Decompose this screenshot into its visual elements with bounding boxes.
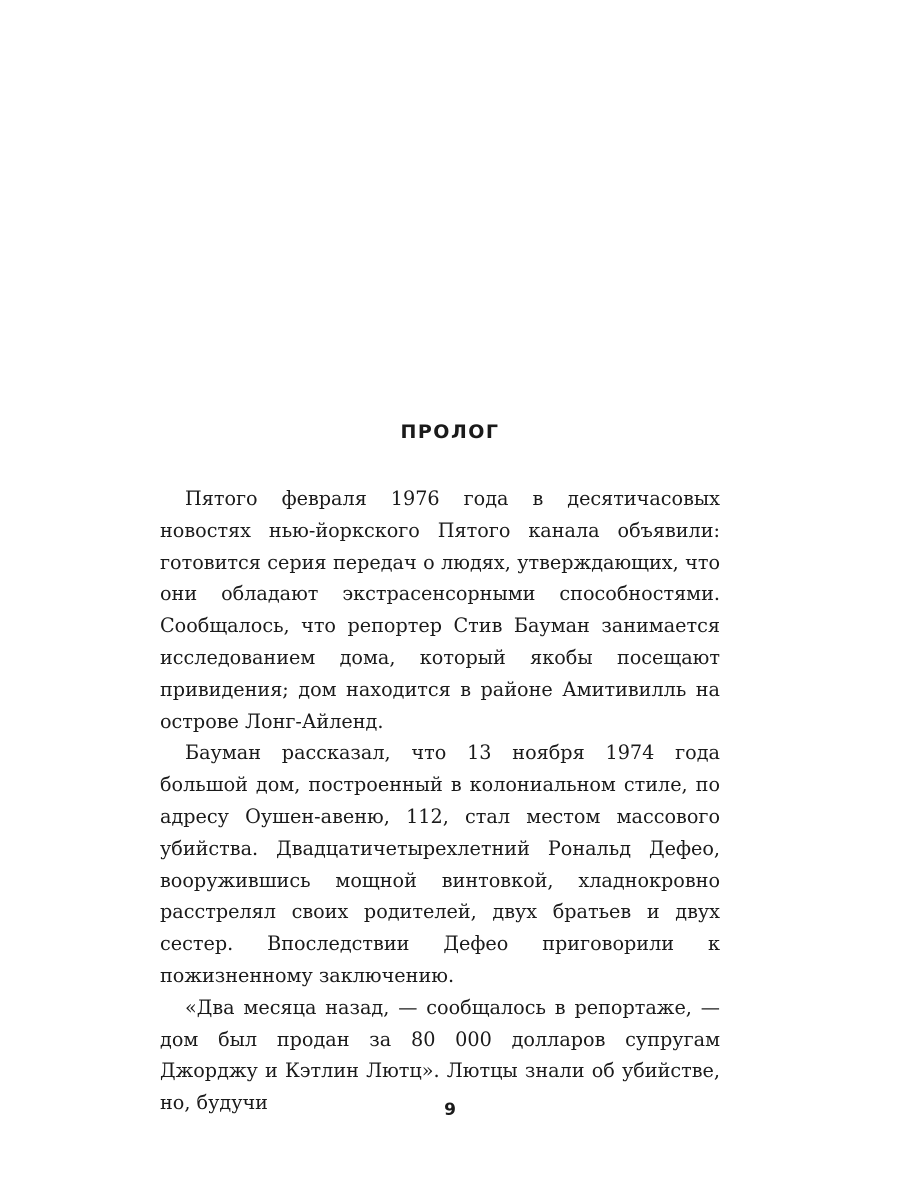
paragraph-2: Бауман рассказал, что 13 ноября 1974 года большой дом, построенный в колониальном стиле, по адресу Оушен-авеню, 112, стал местом массового убийства. Двадцатичетырехлетний Рональд Дефео, вооружившись мощной винтовкой, хладнокровно расстрелял своих родителей, двух братьев и двух сестер. Впоследствии Дефео приговорили к пожизненному заключению. [160,741,720,987]
chapter-title: ПРОЛОГ [400,421,500,443]
body-text [160,483,720,1119]
paragraph-1: Пятого февраля 1976 года в десятичасовых новостях нью-йоркского Пятого канала объявили: готовится серия передач о людях, утверждающих, что они обладают экстрасенсорными способностями. Сообщалось, что репортер Стив Бауман занимается исследованием дома, который якобы посещают привидения; дом находится в районе Амитивилль на острове Лонг-Айленд. [160,487,720,733]
page-number: 9 [444,1100,456,1120]
paragraph-3: «Два месяца назад, — сообщалось в репортаже, — дом был продан за 80 000 долларов супругам Джорджу и Кэтлин Лютц». Лютцы знали об убийстве, но, будучи [160,995,720,1115]
